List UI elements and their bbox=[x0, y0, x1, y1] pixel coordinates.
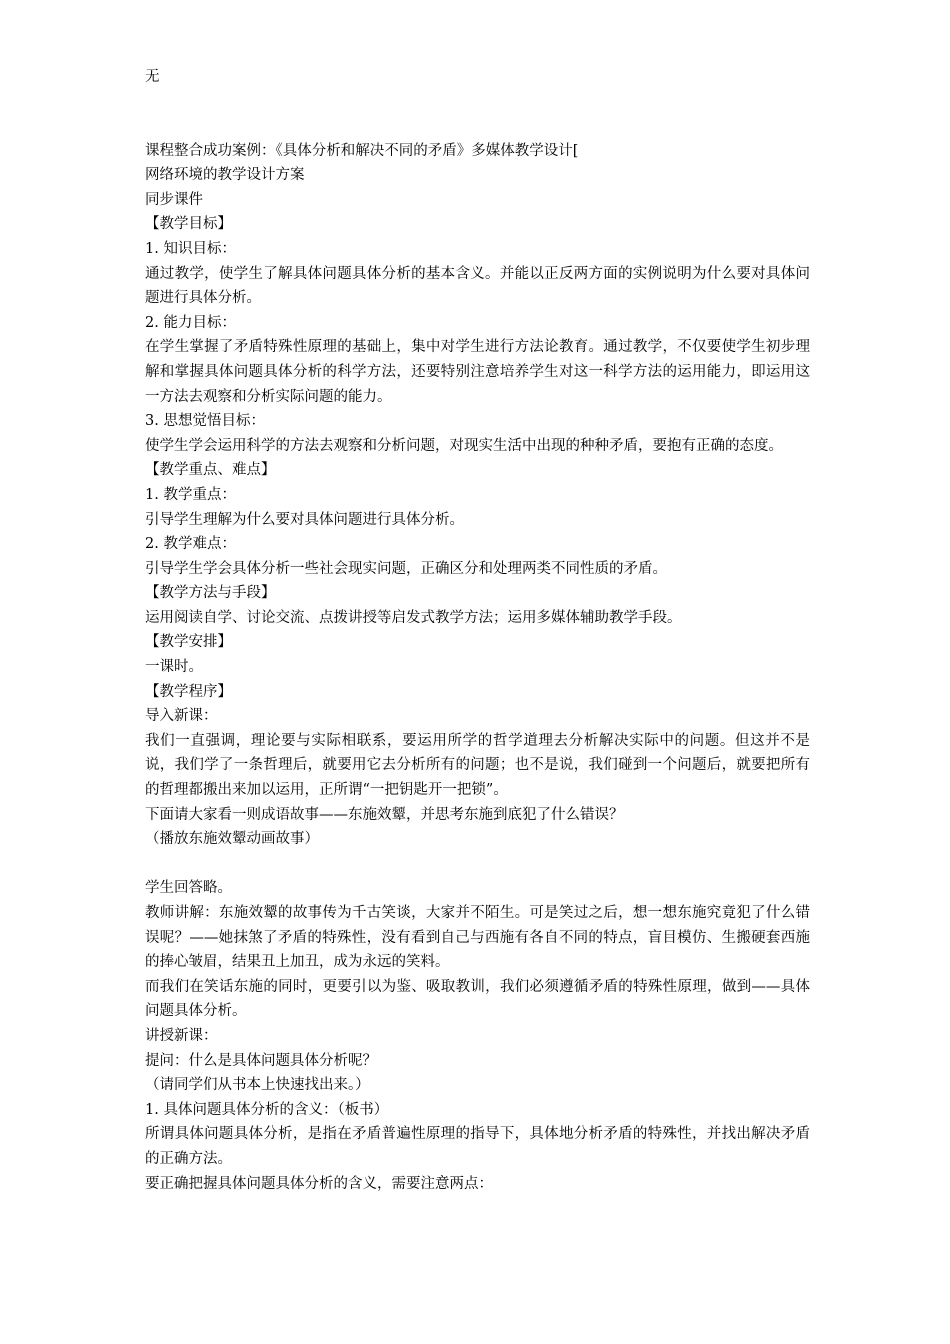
intro-label: 导入新课： bbox=[145, 708, 218, 725]
document-title: 课程整合成功案例：《具体分析和解决不同的矛盾》多媒体教学设计[ bbox=[145, 142, 579, 159]
story-playback-note: （播放东施效颦动画故事） bbox=[145, 831, 319, 848]
key-point-text: 引导学生理解为什么要对具体问题进行具体分析。 bbox=[145, 511, 464, 528]
key-point-label: 1. 教学重点： bbox=[145, 486, 236, 503]
ideology-goal-text: 使学生学会运用科学的方法去观察和分析问题，对现实生活中出现的种种矛盾，要抱有正确的态度。 bbox=[145, 437, 783, 454]
knowledge-goal-text: 通过教学，使学生了解具体问题具体分析的基本含义。并能以正反两方面的实例说明为什么要对具体问题进行具体分析。 bbox=[145, 265, 810, 307]
document-page bbox=[145, 65, 810, 1196]
subtitle-courseware: 同步课件 bbox=[145, 191, 203, 208]
teacher-explanation: 教师讲解：东施效颦的故事传为千古笑谈，大家并不陌生。可是笑过之后，想一想东施究竟犯了什么错误呢？——她抹煞了矛盾的特殊性，没有看到自己与西施有各自不同的特点，盲目模仿、生搬硬套西施的捧心皱眉，结果丑上加丑，成为永远的笑料。 bbox=[145, 905, 810, 971]
difficulty-label: 2. 教学难点： bbox=[145, 536, 236, 553]
section-heading-arrangement: 【教学安排】 bbox=[145, 634, 232, 651]
difficulty-text: 引导学生学会具体分析一些社会现实问题，正确区分和处理两类不同性质的矛盾。 bbox=[145, 560, 667, 577]
student-answer-note: 学生回答略。 bbox=[145, 880, 232, 897]
definition-text: 所谓具体问题具体分析，是指在矛盾普遍性原理的指导下，具体地分析矛盾的特殊性，并找出解决矛盾的正确方法。 bbox=[145, 1126, 810, 1167]
subtitle-design-plan: 网络环境的教学设计方案 bbox=[145, 167, 305, 184]
ideology-goal-label: 3. 思想觉悟目标： bbox=[145, 413, 265, 430]
ability-goal-text: 在学生掌握了矛盾特殊性原理的基础上，集中对学生进行方法论教育。通过教学，不仅要使学生初步理解和掌握具体问题具体分析的科学方法，还要特别注意培养学生对这一科学方法的运用能力，即运用这一方法去观察和分析实际问题的能力。 bbox=[145, 339, 810, 405]
definition-heading: 1. 具体问题具体分析的含义：（板书） bbox=[145, 1101, 389, 1118]
spacer bbox=[145, 852, 810, 877]
arrangement-text: 一课时。 bbox=[145, 659, 203, 676]
page-header: 无 bbox=[145, 69, 160, 85]
methods-text: 运用阅读自学、讨论交流、点拨讲授等启发式教学方法；运用多媒体辅助教学手段。 bbox=[145, 609, 682, 626]
question-prompt: 提问：什么是具体问题具体分析呢？ bbox=[145, 1052, 377, 1069]
definition-note: 要正确把握具体问题具体分析的含义，需要注意两点： bbox=[145, 1175, 493, 1192]
section-heading-key-points: 【教学重点、难点】 bbox=[145, 462, 276, 479]
lesson-takeaway: 而我们在笑话东施的同时，更要引以为鉴、吸取教训，我们必须遵循矛盾的特殊性原理，做到——具体问题具体分析。 bbox=[145, 978, 810, 1020]
section-heading-methods: 【教学方法与手段】 bbox=[145, 585, 276, 602]
section-heading-objectives: 【教学目标】 bbox=[145, 216, 232, 233]
knowledge-goal-label: 1. 知识目标： bbox=[145, 240, 236, 257]
intro-text: 我们一直强调，理论要与实际相联系，要运用所学的哲学道理去分析解决实际中的问题。但这并不是说，我们学了一条哲理后，就要用它去分析所有的问题；也不是说，我们碰到一个问题后，就要把所有的哲理都搬出来加以运用，正所谓“一把钥匙开一把锁”。 bbox=[145, 732, 810, 799]
section-heading-procedure: 【教学程序】 bbox=[145, 683, 232, 700]
question-instruction: （请同学们从书本上快速找出来。） bbox=[145, 1077, 370, 1094]
new-lesson-label: 讲授新课： bbox=[145, 1027, 218, 1044]
story-prompt: 下面请大家看一则成语故事——东施效颦，并思考东施到底犯了什么错误？ bbox=[145, 806, 624, 823]
ability-goal-label: 2. 能力目标： bbox=[145, 314, 236, 331]
spacer bbox=[145, 90, 810, 139]
